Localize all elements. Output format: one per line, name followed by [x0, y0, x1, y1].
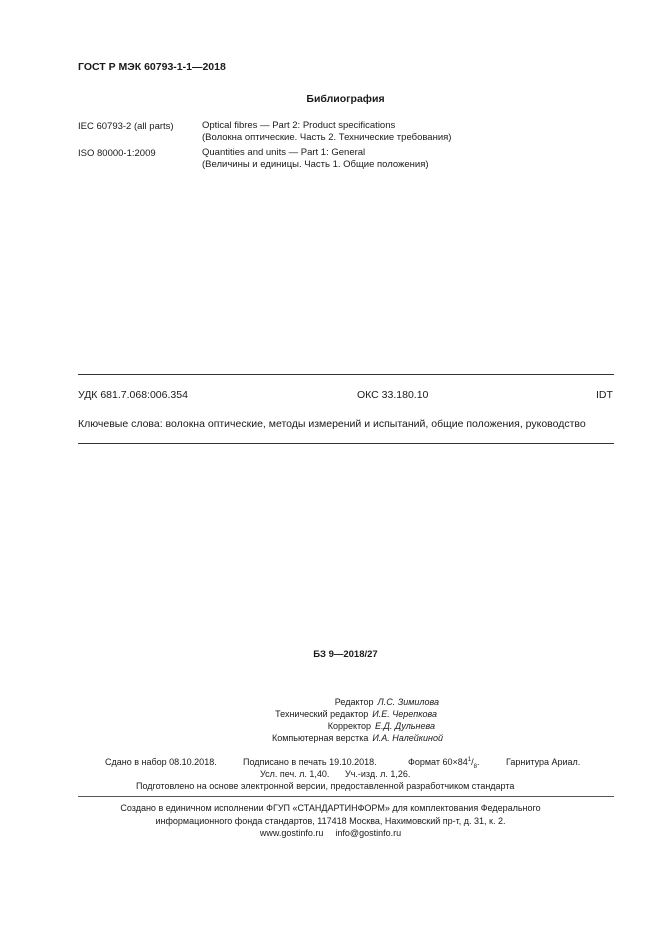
footer-line-1: Создано в единичном исполнении ФГУП «СТАНДАРТИНФОРМ» для комплектования Федерального	[120, 803, 541, 813]
bibliography-entry-title: Quantities and units — Part 1: General	[202, 147, 366, 158]
credit-role: Компьютерная верстка	[271, 733, 369, 743]
email-link[interactable]: info@gostinfo.ru	[335, 828, 402, 838]
divider-top	[78, 374, 614, 375]
website-link[interactable]: www.gostinfo.ru	[259, 828, 324, 838]
bz-number: БЗ 9—2018/27	[313, 649, 378, 660]
bibliography-entry-translation: (Величины и единицы. Часть 1. Общие положения)	[202, 159, 429, 170]
divider-footer	[78, 796, 614, 797]
print-typeface: Гарнитура Ариал.	[506, 757, 581, 767]
footer-contacts	[0, 828, 661, 838]
bibliography-entry-title: Optical fibres — Part 2: Product specifications	[202, 120, 396, 131]
keywords: Ключевые слова: волокна оптические, методы измерений и испытаний, общие положения, руководство	[78, 418, 586, 430]
credit-layout	[272, 733, 443, 743]
credit-role: Технический редактор	[275, 709, 369, 719]
print-sheets: Усл. печ. л. 1,40.	[260, 769, 330, 779]
bibliography-entry-text	[202, 120, 451, 144]
bibliography-entry-code: ISO 80000-1:2009	[78, 148, 156, 159]
print-pub-sheets: Уч.-изд. л. 1,26.	[345, 769, 411, 779]
format-denominator: 8	[473, 763, 477, 770]
footer-line-2: информационного фонда стандартов, 117418 Москва, Нахимовский пр-т, д. 31, к. 2.	[155, 816, 506, 826]
credit-editor	[335, 697, 439, 707]
bibliography-title: Библиография	[306, 93, 385, 105]
bibliography-entry-translation: (Волокна оптические. Часть 2. Технические требования)	[202, 132, 452, 143]
print-set-date: Сдано в набор 08.10.2018.	[105, 757, 217, 767]
standard-number: ГОСТ Р МЭК 60793-1-1—2018	[78, 61, 226, 73]
oks-code: ОКС 33.180.10	[357, 389, 429, 401]
credit-name: И.А. Налейкиной	[372, 733, 443, 743]
udk-code: УДК 681.7.068:006.354	[78, 389, 188, 401]
divider-keywords	[78, 443, 614, 444]
print-prepared-note: Подготовлено на основе электронной версии, предоставленной разработчиком стандарта	[136, 781, 515, 791]
credit-name: И.Е. Черепкова	[372, 709, 437, 719]
credit-proofreader	[328, 721, 435, 731]
credit-name: Л.С. Зимилова	[377, 697, 439, 707]
credit-name: Е.Д. Дульнева	[375, 721, 435, 731]
print-format: Формат $60\times 84^1/_8$.	[408, 757, 480, 770]
credit-role: Редактор	[334, 697, 374, 707]
credit-tech-editor	[275, 709, 437, 719]
credit-role: Корректор	[327, 721, 372, 731]
bibliography-entry-code: IEC 60793-2 (all parts)	[78, 121, 174, 132]
format-text: Формат 60×84	[408, 757, 468, 767]
print-sign-date: Подписано в печать 19.10.2018.	[243, 757, 377, 767]
format-numerator: 1	[467, 757, 472, 763]
format-dot: .	[476, 757, 480, 767]
bibliography-entry-text	[202, 147, 429, 171]
idt-label: IDT	[596, 389, 613, 401]
